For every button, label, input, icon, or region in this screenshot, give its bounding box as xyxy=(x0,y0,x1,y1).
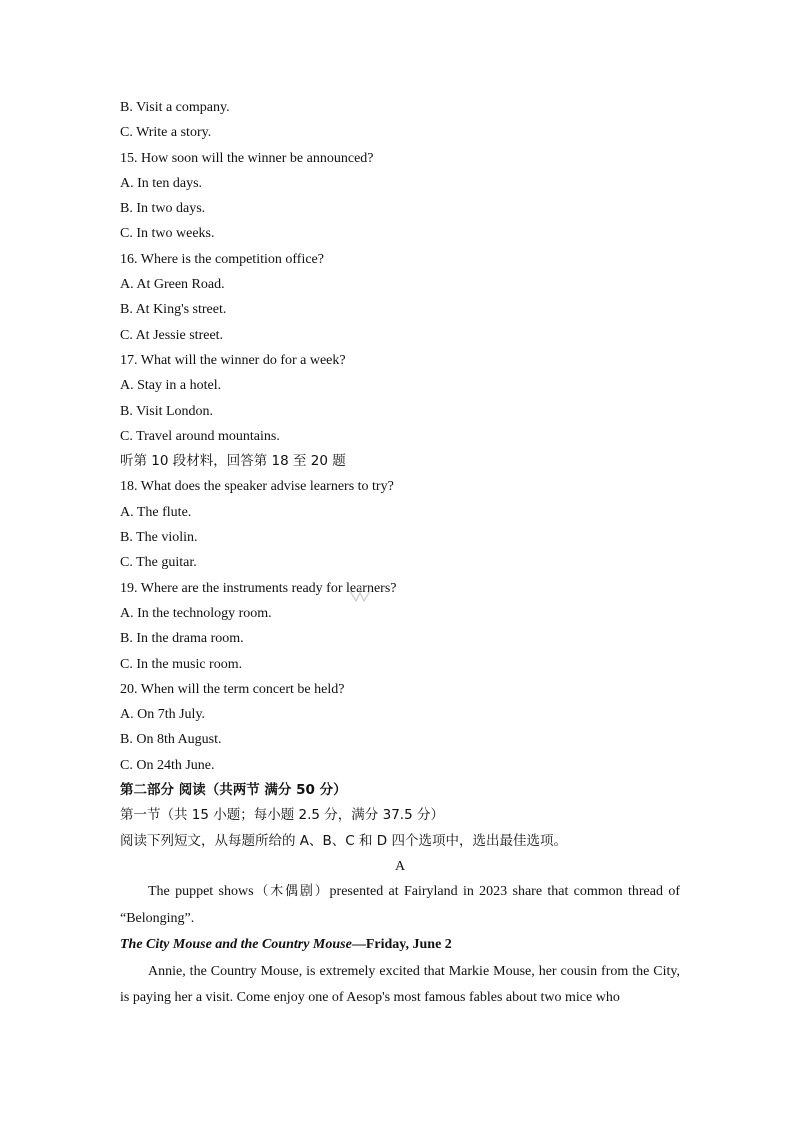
passage-intro-gloss: （木偶剧） xyxy=(253,884,330,900)
reading-instructions: 阅读下列短文，从每题所给的 A、B、C 和 D 四个选项中，选出最佳选项。 xyxy=(120,832,567,849)
option-line: B. On 8th August. xyxy=(120,732,222,748)
passage-intro xyxy=(120,879,680,932)
option-line: B. At King's street. xyxy=(120,302,227,318)
show-title-name: The City Mouse and the Country Mouse xyxy=(120,937,352,953)
show-title-date: —Friday, June 2 xyxy=(351,937,452,953)
section-10-header: 听第 10 段材料，回答第 18 至 20 题 xyxy=(120,453,346,470)
passage-intro-end: presented at Fairyland in 2023 share that common thread of “Belonging”. xyxy=(120,884,680,926)
question-line: 18. What does the speaker advise learners to try? xyxy=(120,479,394,495)
option-line: A. On 7th July. xyxy=(120,707,206,723)
show-description: Annie, the Country Mouse, is extremely excited that Markie Mouse, her cousin from the City, is paying her a visit. Come enjoy one of Aesop's most famous fables about two mice who xyxy=(120,963,680,1006)
option-line: A. The flute. xyxy=(120,504,192,520)
question-line: 19. Where are the instruments ready for learners? xyxy=(120,580,397,596)
option-line: C. Write a story. xyxy=(120,125,212,141)
option-line: C. In two weeks. xyxy=(120,226,215,242)
passage-letter: A xyxy=(394,858,406,874)
option-line: B. Visit London. xyxy=(120,403,214,419)
question-line: 15. How soon will the winner be announced? xyxy=(120,150,374,166)
option-line: C. In the music room. xyxy=(120,656,243,672)
question-line: 17. What will the winner do for a week? xyxy=(120,352,346,368)
passage-intro-start: The puppet shows xyxy=(148,884,254,900)
option-line: B. In two days. xyxy=(120,201,206,217)
watermark-icon xyxy=(348,585,372,605)
question-line: 16. Where is the competition office? xyxy=(120,251,324,267)
option-line: C. The guitar. xyxy=(120,555,197,571)
option-line: C. At Jessie street. xyxy=(120,327,224,343)
option-line: C. Travel around mountains. xyxy=(120,428,280,444)
option-line: A. In ten days. xyxy=(120,175,203,191)
option-line: A. In the technology room. xyxy=(120,605,272,621)
option-line: B. Visit a company. xyxy=(120,100,230,115)
document-page xyxy=(120,95,680,1012)
show-title xyxy=(120,932,680,959)
option-line: B. The violin. xyxy=(120,530,198,546)
section-one-header: 第一节（共 15 小题；每小题 2.5 分，满分 37.5 分） xyxy=(120,807,444,824)
question-line: 20. When will the term concert be held? xyxy=(120,681,345,697)
option-line: B. In the drama room. xyxy=(120,631,244,647)
part-two-header: 第二部分 阅读（共两节 满分 50 分） xyxy=(120,782,347,799)
option-line: A. At Green Road. xyxy=(120,277,225,293)
option-line: A. Stay in a hotel. xyxy=(120,378,222,394)
option-line: C. On 24th June. xyxy=(120,757,215,773)
